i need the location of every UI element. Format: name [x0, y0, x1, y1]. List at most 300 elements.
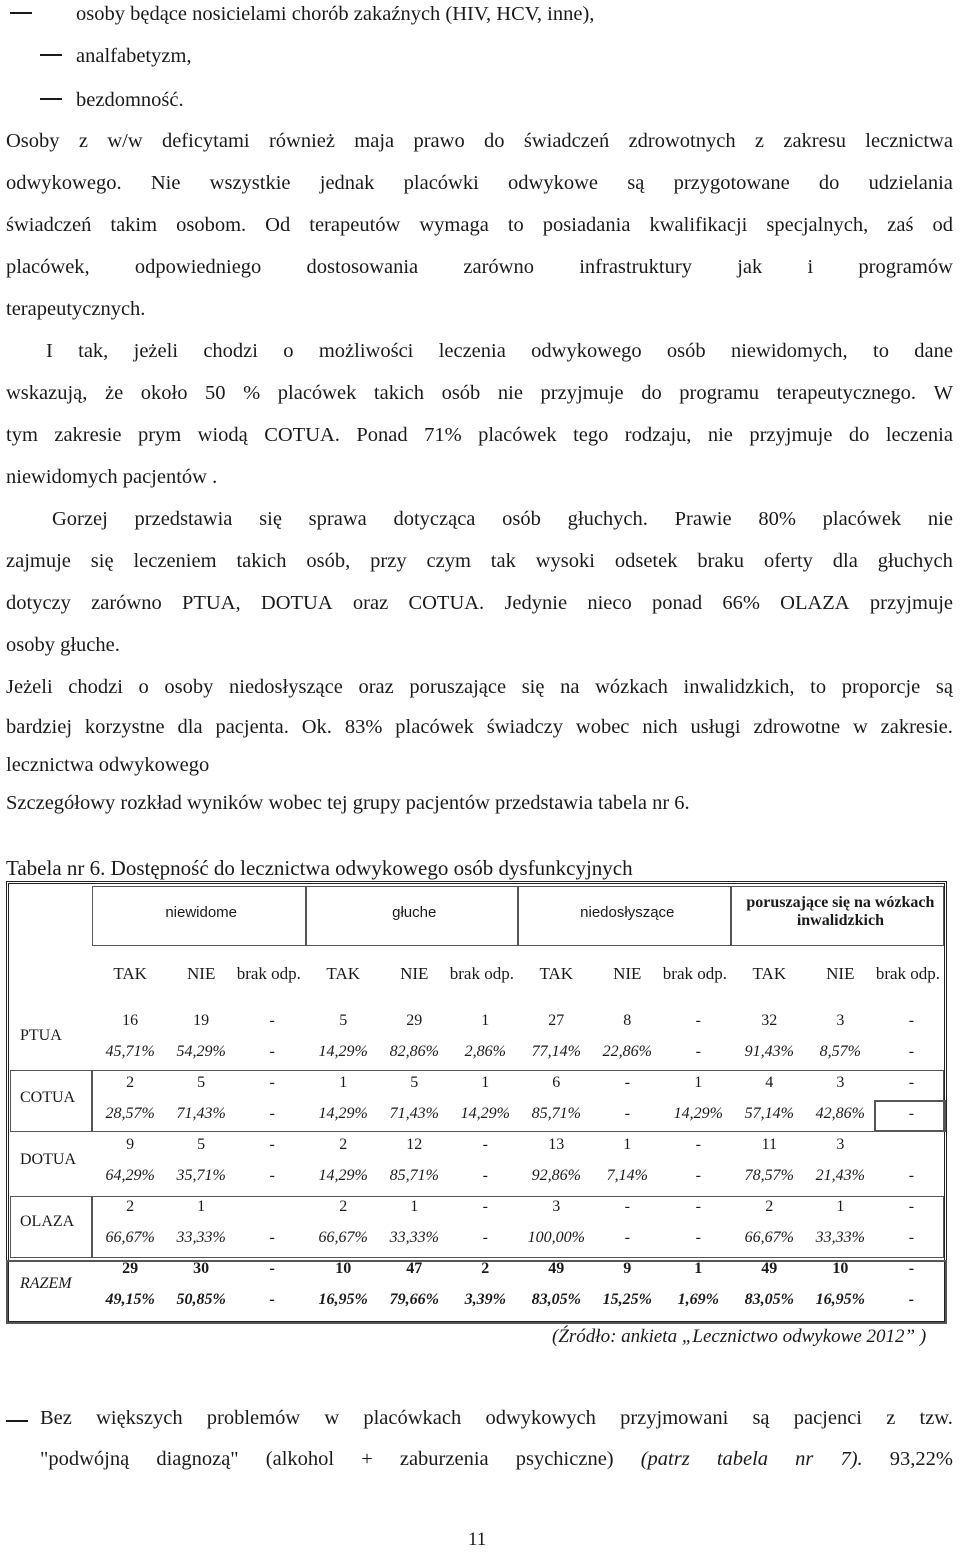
word: osób, [306, 550, 351, 572]
word: i [807, 256, 814, 278]
word: nieco [587, 592, 632, 614]
table-source: (Źródło: ankieta „Lecznictwo odwykowe 2012” ) [552, 1326, 927, 1347]
count-cell: 29 [406, 1011, 423, 1029]
word: pacjenci [793, 1407, 863, 1429]
count-cell: 30 [193, 1259, 210, 1277]
word: świadczy [486, 716, 564, 738]
word: wysoki [535, 550, 595, 572]
text-line [52, 505, 953, 533]
count-cell: 47 [406, 1259, 423, 1277]
text-line: terapeutycznych. [6, 298, 146, 320]
word: oraz [358, 676, 394, 698]
word: wózkach [595, 676, 668, 698]
percent-cell: 66,67% [105, 1228, 155, 1246]
sub-header: TAK [539, 964, 574, 983]
percent-cell: 35,71% [176, 1166, 226, 1184]
sub-header: brak odp. [875, 964, 941, 983]
percent-cell: 71,43% [389, 1104, 439, 1122]
count-cell: - [269, 1259, 275, 1277]
count-cell: 11 [761, 1135, 777, 1153]
word: nie [927, 508, 953, 530]
word: deficytami [161, 130, 250, 152]
word: świadczeń [523, 130, 610, 152]
word: oraz [352, 592, 389, 614]
sub-header: TAK [752, 964, 787, 983]
word: głuchych. [567, 508, 648, 530]
word: przedstawia [134, 508, 233, 530]
percent-cell: 15,25% [602, 1290, 652, 1308]
text-line [6, 713, 953, 741]
word: I [46, 340, 53, 362]
word: jeżeli [133, 340, 179, 362]
word: Jedynie [504, 592, 568, 614]
percent-cell: 49,15% [105, 1290, 155, 1308]
word: przy [370, 550, 407, 572]
percent-cell: 14,29% [673, 1104, 723, 1122]
count-cell: 9 [623, 1259, 632, 1277]
count-cell: 29 [122, 1259, 139, 1277]
word: OLAZA [780, 592, 850, 614]
word: placówkach [363, 1407, 462, 1429]
count-cell: 1 [410, 1197, 419, 1215]
percent-cell: 33,33% [815, 1228, 865, 1246]
list-dash [10, 12, 32, 14]
percent-cell: 82,86% [389, 1042, 439, 1060]
word: zaburzenia [399, 1448, 489, 1470]
word: odwykowe [508, 172, 599, 194]
count-cell: 5 [339, 1011, 348, 1029]
count-cell: 2 [339, 1197, 348, 1215]
word: % [243, 382, 261, 404]
word: przyjmuje [749, 424, 833, 446]
percent-cell: 91,43% [744, 1042, 794, 1060]
word: tabela [716, 1448, 769, 1470]
word: z [78, 130, 88, 152]
count-cell: 13 [548, 1135, 565, 1153]
sub-header: TAK [326, 964, 360, 983]
text-line [6, 379, 953, 407]
corner-cell [6, 943, 95, 1005]
percent-cell: 22,86% [602, 1042, 652, 1060]
sub-header: NIE [613, 964, 642, 983]
word: zarówno [91, 592, 162, 614]
group-header: niedosłyszące [580, 903, 675, 921]
count-cell [237, 1191, 308, 1222]
word: diagnozą" [156, 1448, 239, 1470]
word: usługi [690, 716, 741, 738]
word: PTUA, [182, 592, 241, 614]
word: na [560, 676, 580, 698]
word: są [935, 676, 953, 698]
word: placówki [403, 172, 479, 194]
word: zarówno [463, 256, 534, 278]
count-cell: 3 [552, 1197, 561, 1215]
word: w/w [107, 130, 143, 152]
table-caption: Tabela nr 6. Dostępność do lecznictwa odwykowego osób dysfunkcyjnych [6, 856, 633, 880]
count-cell: 1 [694, 1259, 703, 1277]
list-item: osoby będące nosicielami chorób zakaźnych (HIV, HCV, inne), [76, 3, 595, 25]
text-line [6, 589, 953, 617]
percent-cell: 64,29% [105, 1166, 155, 1184]
word: osób [666, 340, 706, 362]
percent-cell: - [269, 1104, 275, 1122]
word: dla [177, 716, 203, 738]
text-line: Szczegółowy rozkład wyników wobec tej grupy pacjentów przedstawia tabela nr 6. [6, 792, 690, 814]
percent-cell: 16,95% [318, 1290, 368, 1308]
word: osobom. [176, 214, 247, 236]
word: również [268, 130, 335, 152]
text-line [6, 547, 953, 575]
word: specjalnych, [766, 214, 869, 236]
count-cell: - [269, 1135, 275, 1153]
text-line [40, 1445, 953, 1473]
word: osoby [164, 676, 214, 698]
word: wskazują, [6, 382, 88, 404]
word: zakresu [783, 130, 846, 152]
count-cell: 10 [832, 1259, 849, 1277]
word: dane [914, 340, 953, 362]
row-label: OLAZA [20, 1213, 75, 1230]
count-cell: 9 [126, 1135, 135, 1153]
percent-cell: 33,33% [176, 1228, 226, 1246]
word: wobec [575, 716, 630, 738]
word: to [873, 340, 889, 362]
word: są [752, 1407, 770, 1429]
percent-cell: - [908, 1042, 915, 1060]
word: odsetek [614, 550, 678, 572]
word: 80% [758, 508, 796, 530]
percent-cell: 83,05% [744, 1290, 794, 1308]
word: odwykowych [485, 1407, 596, 1429]
word: tego [573, 424, 609, 446]
word: oferty [763, 550, 813, 572]
word: dotyczy [6, 592, 71, 614]
count-cell: - [624, 1073, 630, 1091]
word: dostosowania [306, 256, 419, 278]
percent-cell: - [269, 1290, 275, 1308]
word: (alkohol [265, 1448, 335, 1470]
word: że [104, 382, 124, 404]
count-cell: - [908, 1011, 915, 1029]
word: do [848, 424, 870, 446]
list-item: analfabetyzm, [76, 45, 192, 67]
text-line [6, 127, 953, 155]
list-dash [40, 98, 62, 100]
sub-header: brak odp. [449, 964, 514, 983]
word: lecznictwa [865, 130, 953, 152]
percent-cell: - [908, 1228, 915, 1246]
percent-cell: - [269, 1166, 275, 1184]
count-cell: - [908, 1259, 915, 1277]
word: zakresie. [880, 716, 953, 738]
text-line [46, 337, 953, 365]
count-cell: 1 [836, 1197, 845, 1215]
word: terapeutów [309, 214, 401, 236]
percent-cell: 79,66% [389, 1290, 439, 1308]
word: świadczeń [6, 214, 92, 236]
word: braku [697, 550, 745, 572]
word: Od [265, 214, 291, 236]
count-cell: - [482, 1135, 488, 1153]
count-cell: 2 [339, 1135, 348, 1153]
word: Ok. [301, 716, 332, 738]
word: Osoby [6, 130, 60, 152]
word: Ponad [356, 424, 408, 446]
count-cell: 5 [197, 1135, 206, 1153]
count-cell: 49 [761, 1259, 778, 1277]
word: ponad [651, 592, 703, 614]
percent-cell: - [695, 1042, 701, 1060]
word: odpowiedniego [134, 256, 262, 278]
count-cell: - [269, 1011, 275, 1029]
word: rodzaju, [624, 424, 692, 446]
word: chodzi [203, 340, 258, 362]
percent-cell: 66,67% [318, 1228, 368, 1246]
word: Bez [40, 1407, 72, 1429]
count-cell: 3 [836, 1011, 845, 1029]
word: przygotowane [673, 172, 790, 194]
word: dla [832, 550, 858, 572]
word: COTUA. [408, 592, 485, 614]
word: placówek [395, 716, 474, 738]
word: 83% [344, 716, 383, 738]
count-cell: 1 [197, 1197, 206, 1215]
availability-table [6, 881, 947, 1315]
word: tak, [78, 340, 109, 362]
word: jednak [319, 172, 375, 194]
count-cell: 32 [761, 1011, 778, 1029]
word: nie [497, 382, 523, 404]
count-cell: 1 [481, 1011, 490, 1029]
word: takich [236, 550, 287, 572]
word: posiadania [542, 214, 631, 236]
count-cell: 1 [481, 1073, 490, 1091]
sub-header: NIE [826, 964, 855, 983]
percent-cell: - [695, 1228, 701, 1246]
percent-cell: 28,57% [105, 1104, 155, 1122]
word: osób [502, 508, 541, 530]
word: w [852, 716, 868, 738]
percent-cell: 1,69% [677, 1290, 719, 1308]
word: się [259, 508, 282, 530]
count-cell [876, 1129, 947, 1160]
text-line [6, 421, 953, 449]
percent-cell: 83,05% [531, 1290, 581, 1308]
count-cell: 2 [481, 1259, 490, 1277]
word: maja [354, 130, 395, 152]
count-cell: - [482, 1197, 488, 1215]
word: zaś [887, 214, 914, 236]
word: się [90, 550, 114, 572]
percent-cell: 92,86% [531, 1166, 581, 1184]
row-label: DOTUA [20, 1151, 76, 1168]
count-cell: 27 [548, 1011, 565, 1029]
percent-cell: - [695, 1166, 701, 1184]
word: zdrowotne [753, 716, 841, 738]
word: odwykowego [531, 340, 642, 362]
word: 71% [424, 424, 462, 446]
word: niedosłyszące [229, 676, 343, 698]
list-item: bezdomność. [76, 89, 184, 111]
percent-cell: 8,57% [819, 1042, 861, 1060]
word: W [933, 382, 953, 404]
word: placówek, [6, 256, 90, 278]
count-cell: - [908, 1197, 915, 1215]
word: 50 [205, 382, 226, 404]
percent-cell: 21,43% [815, 1166, 865, 1184]
percent-cell: - [482, 1228, 488, 1246]
word: od [932, 214, 953, 236]
corner-cell [6, 881, 95, 943]
word: 7). [840, 1448, 863, 1470]
word: tzw. [919, 1407, 953, 1429]
percent-cell: 50,85% [176, 1290, 226, 1308]
word: Gorzej [52, 508, 108, 530]
count-cell: 1 [339, 1073, 348, 1091]
word: przyjmuje [540, 382, 624, 404]
text-line: osoby głuche. [6, 634, 120, 656]
percent-cell: 14,29% [318, 1166, 368, 1184]
text-line [6, 169, 953, 197]
percent-cell: 2,86% [464, 1042, 506, 1060]
word: do [818, 172, 840, 194]
word: nich [642, 716, 678, 738]
count-cell: 19 [193, 1011, 210, 1029]
word: większych [96, 1407, 183, 1429]
sub-header: TAK [113, 964, 147, 983]
word: prym [137, 424, 182, 446]
sub-header: brak odp. [662, 964, 727, 983]
percent-cell: 71,43% [176, 1104, 226, 1122]
word: inwalidzkich, [683, 676, 795, 698]
text-line [6, 211, 953, 239]
text-line: niewidomych pacjentów . [6, 466, 218, 488]
word: czym [426, 550, 471, 572]
word: bardziej [6, 716, 73, 738]
word: tym [6, 424, 38, 446]
word: COTUA. [264, 424, 340, 446]
percent-cell: 78,57% [744, 1166, 794, 1184]
percent-cell: 7,14% [606, 1166, 648, 1184]
word: tak [490, 550, 516, 572]
count-cell: 3 [836, 1073, 845, 1091]
word: głuchych [877, 550, 953, 572]
word: kwalifikacji [649, 214, 748, 236]
word: psychiczne) [515, 1448, 614, 1470]
count-cell: - [695, 1197, 701, 1215]
list-dash [40, 54, 62, 56]
percent-cell: 14,29% [460, 1104, 510, 1122]
word: to [810, 676, 827, 698]
percent-cell: 45,71% [105, 1042, 155, 1060]
word: korzystne [84, 716, 165, 738]
word: programów [858, 256, 953, 278]
text-line: lecznictwa odwykowego [6, 754, 210, 776]
word: leczeniem [133, 550, 217, 572]
text-line [6, 673, 953, 701]
word: wszystkie [209, 172, 291, 194]
count-cell: 2 [126, 1197, 135, 1215]
word: proporcje [841, 676, 921, 698]
word: jak [737, 256, 763, 278]
word: leczenia [885, 424, 953, 446]
sub-header: NIE [187, 964, 216, 983]
percent-cell: - [908, 1104, 915, 1122]
percent-cell: 14,29% [318, 1042, 368, 1060]
percent-cell: 85,71% [531, 1104, 581, 1122]
count-cell: 3 [836, 1135, 845, 1153]
word: prawo [413, 130, 465, 152]
word: się [521, 676, 545, 698]
word: odwykowego. [6, 172, 122, 194]
word: Jeżeli [6, 676, 53, 698]
percent-cell: 14,29% [318, 1104, 368, 1122]
word: z [754, 130, 765, 152]
count-cell: - [695, 1011, 701, 1029]
count-cell: 1 [694, 1073, 703, 1091]
word: 66% [722, 592, 760, 614]
percent-cell: 66,67% [744, 1228, 794, 1246]
percent-cell: - [269, 1042, 275, 1060]
word: 93,22% [889, 1448, 953, 1470]
word: takich [373, 382, 424, 404]
word: do [641, 382, 662, 404]
text-line [6, 253, 953, 281]
count-cell: - [624, 1197, 630, 1215]
word: "podwójną [40, 1448, 130, 1470]
word: przyjmowani [620, 1407, 729, 1429]
word: o [283, 340, 294, 362]
count-cell: 2 [765, 1197, 774, 1215]
count-cell: 4 [765, 1073, 774, 1091]
word: + [361, 1448, 373, 1470]
percent-cell: - [624, 1228, 630, 1246]
percent-cell: - [908, 1166, 915, 1184]
word: nie [707, 424, 733, 446]
percent-cell: 77,14% [531, 1042, 581, 1060]
percent-cell: 33,33% [389, 1228, 439, 1246]
word: placówek [822, 508, 902, 530]
group-header: głuche [392, 903, 437, 921]
count-cell: 5 [197, 1073, 206, 1091]
word: problemów [206, 1407, 301, 1429]
count-cell: 5 [410, 1073, 419, 1091]
count-cell: 2 [126, 1073, 135, 1091]
percent-cell: - [482, 1166, 488, 1184]
word: zakresie [54, 424, 122, 446]
percent-cell: 57,14% [744, 1104, 794, 1122]
row-label: RAZEM [20, 1275, 72, 1292]
word: infrastruktury [579, 256, 692, 278]
count-cell: - [269, 1073, 275, 1091]
count-cell: 16 [122, 1011, 139, 1029]
count-cell: 8 [623, 1011, 632, 1029]
count-cell: 12 [406, 1135, 423, 1153]
group-header: poruszające się na wózkach inwalidzkich [746, 894, 935, 929]
word: są [627, 172, 645, 194]
count-cell: - [695, 1135, 701, 1153]
word: DOTUA [260, 592, 333, 614]
word: Prawie [674, 508, 732, 530]
word: w [324, 1407, 340, 1429]
sub-header: NIE [400, 964, 429, 983]
percent-cell: 100,00% [527, 1228, 585, 1246]
count-cell: 10 [335, 1259, 352, 1277]
word: placówek [478, 424, 557, 446]
word: to [507, 214, 524, 236]
group-header: niewidome [165, 903, 238, 921]
count-cell: - [908, 1073, 915, 1091]
